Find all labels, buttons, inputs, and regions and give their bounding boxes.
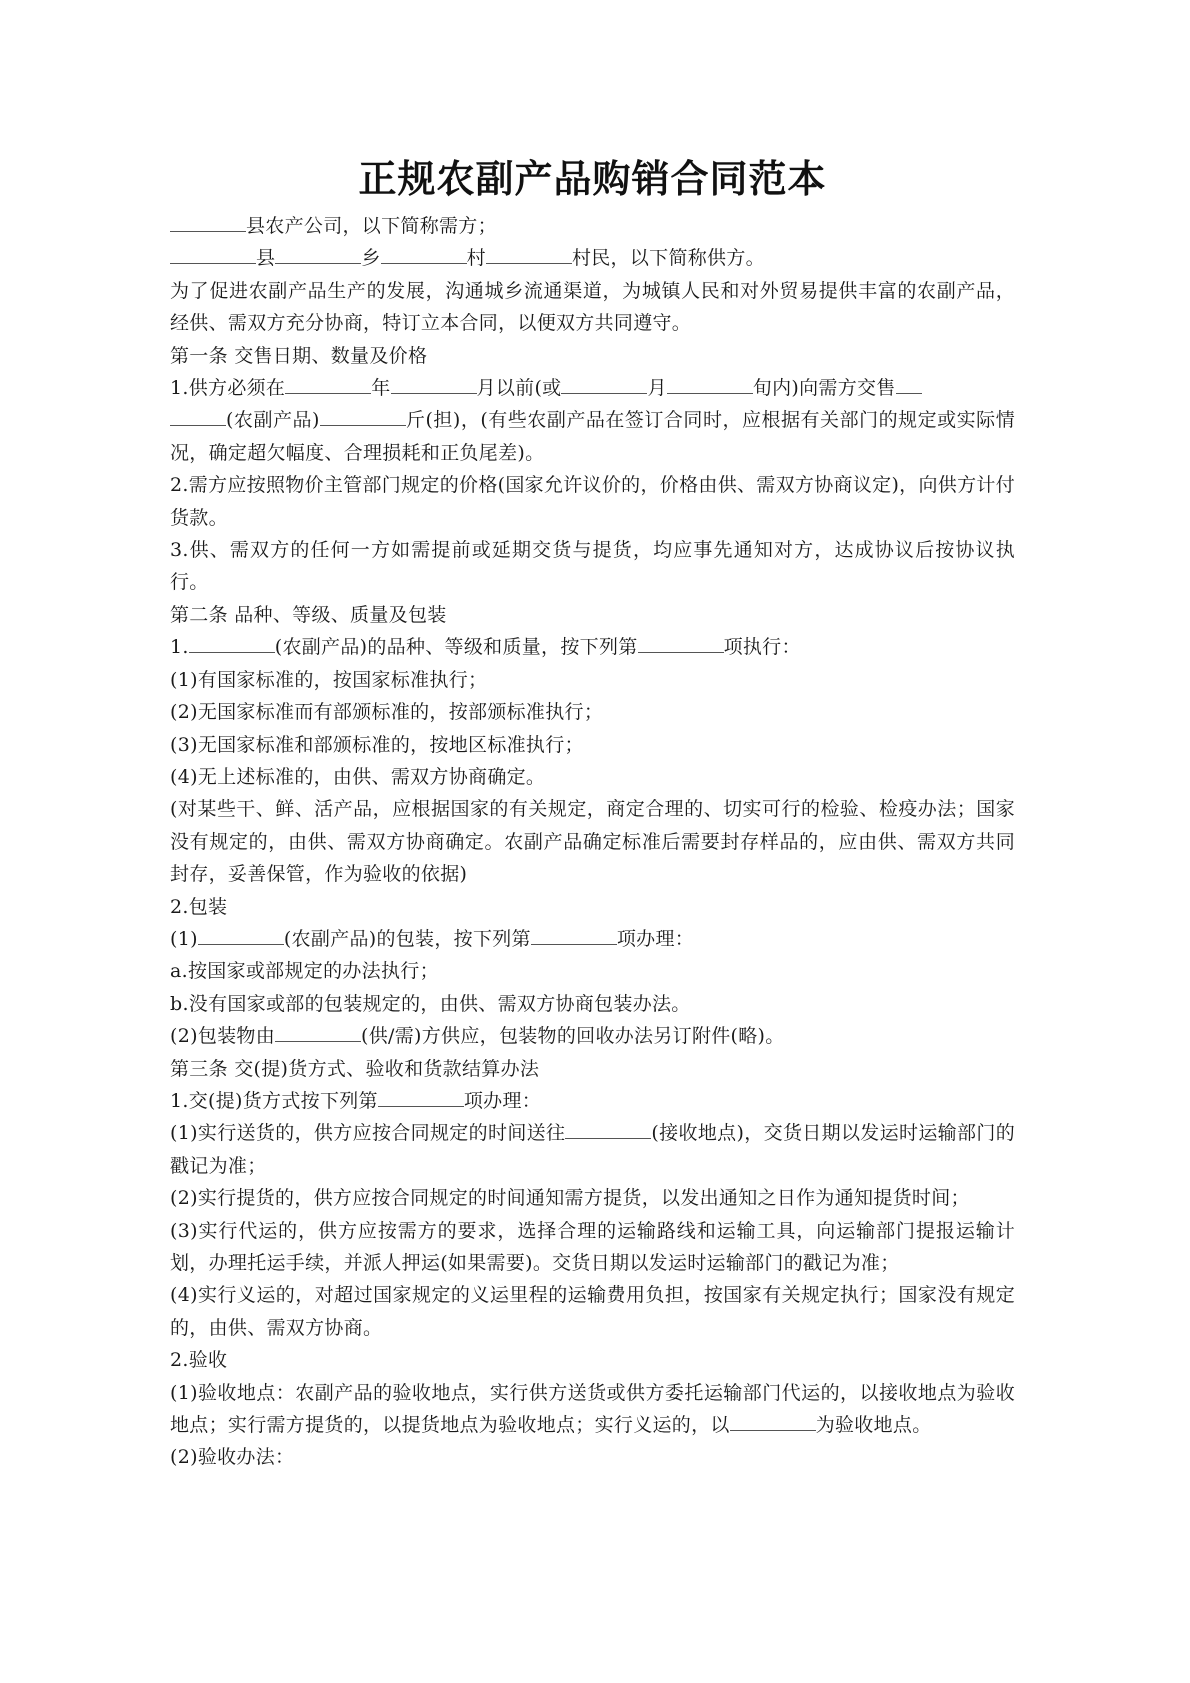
blank-field[interactable]	[561, 392, 647, 394]
delivery-mode-4: (4)实行义运的，对超过国家规定的义运里程的运输费用负担，按国家有关规定执行；国家没有规定的，由供、需双方协商。	[170, 1284, 1015, 1339]
inspection-item1: (1)验收地点：农副产品的验收地点，实行供方送货或供方委托运输部门代运的，以接收地点为验收地点；实行需方提货的，以提货地点为验收地点；实行义运的，以 为验收地点。	[170, 1381, 1015, 1437]
party-demand-line: 县农产公司，以下简称需方；	[170, 210, 1015, 242]
blank-field[interactable]	[198, 943, 284, 945]
article2-item1: 1. (农副产品)的品种、等级和质量，按下列第 项执行：	[170, 636, 801, 659]
packaging-item1: (1) (农副产品)的包装，按下列第 项办理：	[170, 927, 695, 950]
delivery-mode-1: (1)实行送货的，供方应按合同规定的时间送往 (接收地点)，交货日期以发运时运输部门的戳记为准；	[170, 1122, 1016, 1177]
blank-field[interactable]	[638, 651, 724, 653]
preamble: 为了促进农副产品生产的发展，沟通城乡流通渠道，为城镇人民和对外贸易提供丰富的农副产品，经供、需双方充分协商，特订立本合同，以便双方共同遵守。	[170, 279, 1015, 335]
party-supply-line: 县 乡 村 村民，以下简称供方。	[170, 242, 1015, 274]
inspection-heading: 2.验收	[170, 1349, 228, 1372]
inspection-item2: (2)验收办法：	[170, 1446, 295, 1469]
blank-field[interactable]	[730, 1429, 816, 1431]
standard-item: (1)有国家标准的，按国家标准执行；	[170, 668, 488, 691]
delivery-mode-3: (3)实行代运的，供方应按需方的要求，选择合理的运输路线和运输工具，向运输部门提报运输计划，办理托运手续，并派人押运(如果需要)。交货日期以发运时运输部门的戳记为准；	[170, 1219, 1015, 1274]
standard-item: (3)无国家标准和部颁标准的，按地区标准执行；	[170, 733, 584, 756]
document-title: 正规农副产品购销合同范本	[358, 157, 827, 201]
standard-item: (4)无上述标准的，由供、需双方协商确定。	[170, 765, 546, 788]
article1-item2: 2.需方应按照物价主管部门规定的价格(国家允许议价的，价格由供、需双方协商议定)，向供方计付货款。	[170, 474, 1015, 529]
blank-field[interactable]	[531, 943, 617, 945]
blank-field[interactable]	[381, 262, 467, 264]
blank-field[interactable]	[486, 262, 572, 264]
blank-field[interactable]	[391, 392, 477, 394]
blank-field[interactable]	[275, 1040, 361, 1042]
article2-heading: 第二条 品种、等级、质量及包装	[170, 603, 447, 626]
article3-item1: 1.交(提)货方式按下列第 项办理：	[170, 1089, 542, 1112]
packaging-item2: (2)包装物由 (供/需)方供应，包装物的回收办法另订附件(略)。	[170, 1025, 785, 1048]
article1-item3: 3.供、需双方的任何一方如需提前或延期交货与提货，均应事先通知对方，达成协议后按协议执行。	[170, 539, 1015, 594]
packaging-heading: 2.包装	[170, 895, 228, 918]
blank-field[interactable]	[170, 424, 226, 426]
blank-field[interactable]	[275, 262, 361, 264]
blank-field[interactable]	[667, 392, 753, 394]
blank-field[interactable]	[565, 1137, 651, 1139]
blank-field[interactable]	[189, 651, 275, 653]
document-page	[170, 150, 1015, 1474]
article1-heading: 第一条 交售日期、数量及价格	[170, 344, 428, 367]
blank-field[interactable]	[320, 424, 406, 426]
delivery-mode-2: (2)实行提货的，供方应按合同规定的时间通知需方提货，以发出通知之日作为通知提货时间；	[170, 1187, 970, 1210]
blank-field[interactable]	[896, 392, 922, 394]
standard-item: (2)无国家标准而有部颁标准的，按部颁标准执行；	[170, 701, 604, 724]
blank-field[interactable]	[170, 230, 246, 232]
article1-item1: 1.供方必须在 年 月以前(或 月 旬内)向需方交售 (农副产品) 斤(担)，(有些农副产品在签订合同时，应根据有关部门的规定或实际情况，确定超欠幅度、合理损耗和正负尾差)。	[170, 377, 1015, 464]
blank-field[interactable]	[170, 262, 256, 264]
packaging-option-b: b.没有国家或部的包装规定的，由供、需双方协商包装办法。	[170, 992, 691, 1015]
blank-field[interactable]	[285, 392, 371, 394]
blank-field[interactable]	[378, 1105, 464, 1107]
article3-heading: 第三条 交(提)货方式、验收和货款结算办法	[170, 1057, 540, 1080]
article2-note: (对某些干、鲜、活产品，应根据国家的有关规定，商定合理的、切实可行的检验、检疫办法；国家没有规定的，由供、需双方协商确定。农副产品确定标准后需要封存样品的，应由供、需双方共同封存，妥善保管，作为验收的依据)	[170, 798, 1015, 886]
packaging-option-a: a.按国家或部规定的办法执行；	[170, 960, 439, 983]
